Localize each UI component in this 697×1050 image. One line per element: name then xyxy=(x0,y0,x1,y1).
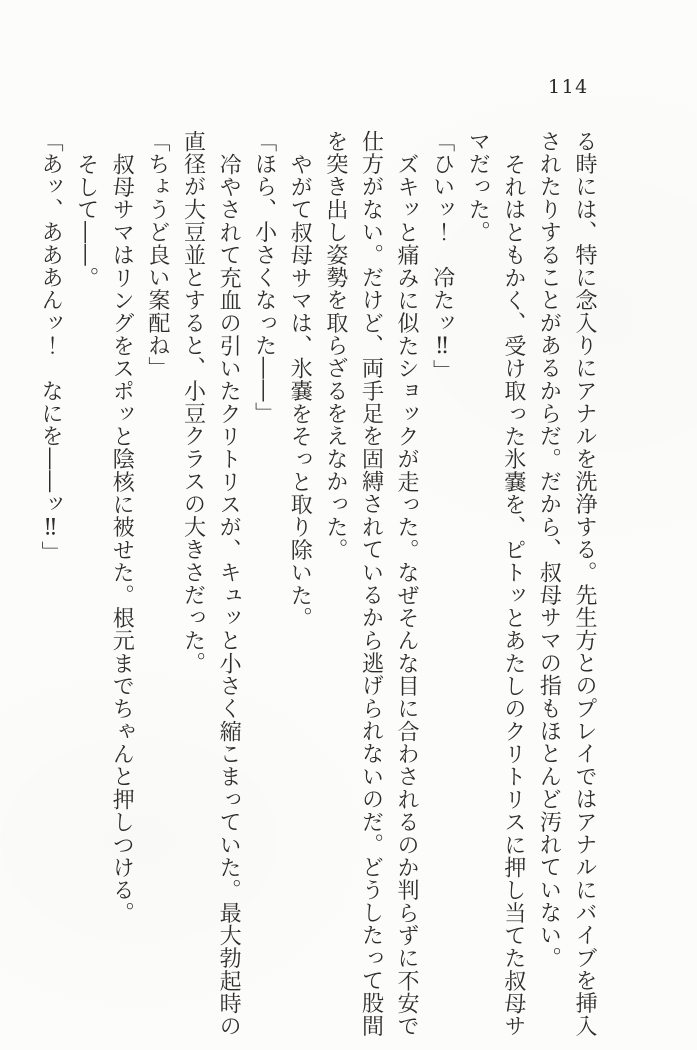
text-line: 「ちょうど良い案配ね」 xyxy=(144,130,170,380)
text-line: それはともかく、受け取った氷嚢を、ピトッとあたしのクリトリスに押し当てた叔母サ xyxy=(500,153,526,1038)
text-line: されたりすることがあるからだ。だから、叔母サマの指もほとんど汚れていない。 xyxy=(536,130,562,970)
text-line: る時には、特に念入りにアナルを洗浄する。先生方とのプレイではアナルにバイブを挿入 xyxy=(572,130,597,1038)
text-line: 「あッ、あああんッ！ なにを――ッ‼」 xyxy=(38,130,64,564)
text-line: 「ほら、小さくなった――」 xyxy=(251,130,277,425)
text-line: ズキッと痛みに似たショックが走った。なぜそんな目に合わされるのか判らずに不安で xyxy=(394,153,420,1038)
text-line: 叔母サマはリングをスポッと陰核に被せた。根元までちゃんと押しつける。 xyxy=(109,153,135,925)
text-line: 「ひいッ！ 冷たッ‼」 xyxy=(429,130,455,383)
text-line: 直径が大豆並とすると、小豆クラスの大きさだった。 xyxy=(180,130,206,675)
text-line: やがて叔母サマは、氷嚢をそっと取り除いた。 xyxy=(287,153,313,630)
text-line: 冷やされて充血の引いたクリトリスが、キュッと小さく縮こまっていた。最大勃起時の xyxy=(216,153,242,1038)
page-number: 114 xyxy=(548,76,589,98)
text-line: 仕方がない。だけど、両手足を固縛されているから逃げられないのだ。どうしたって股間 xyxy=(358,130,384,1038)
text-line: を突き出し姿勢を取らざるをえなかった。 xyxy=(322,130,348,561)
text-line: そして――。 xyxy=(73,153,99,290)
text-line: マだった。 xyxy=(465,130,491,244)
text-block xyxy=(33,130,603,1042)
